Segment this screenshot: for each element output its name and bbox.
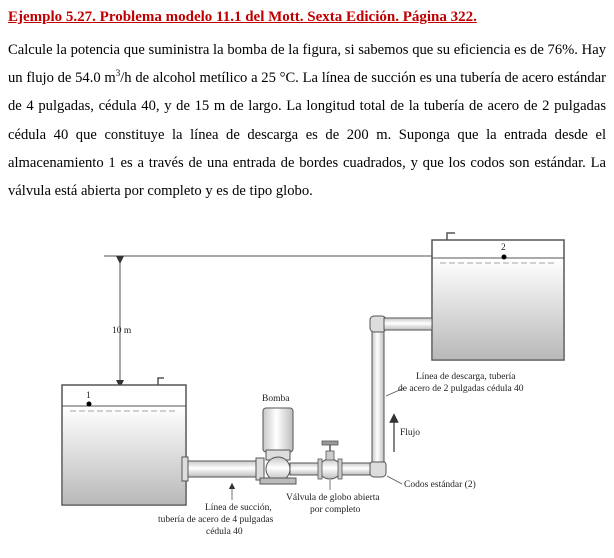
flow-label: Flujo bbox=[400, 428, 421, 438]
valve-handwheel bbox=[322, 441, 338, 445]
statement-text-2: /h de alcohol metílico a 25 °C. La línea de succión es una tubería de acero estándar de 4 pulgadas, cédula 40, y de 15 m de largo. La longitud total de la tubería de acero de 2 pulgadas cédula 40 que constituye la línea de descarga es de 200 m. Suponga que la entrada desde el almacenamiento 1 es a través de una entrada de bordes cuadrados, y que los codos son estándar. La válvula está abierta por completo y es de tipo globo. bbox=[8, 70, 606, 200]
discharge-pipe-top bbox=[384, 318, 432, 330]
valve-label-line-2: por completo bbox=[310, 505, 361, 515]
point-1-label: 1 bbox=[86, 391, 91, 401]
elbows-label: Codos estándar (2) bbox=[404, 480, 476, 490]
suction-label-line-3: cédula 40 bbox=[206, 527, 243, 537]
suction-label-line-2: tubería de acero de 4 pulgadas bbox=[158, 515, 274, 525]
discharge-label-line-2: de acero de 2 pulgadas cédula 40 bbox=[398, 384, 524, 394]
tank-2-vent bbox=[447, 233, 455, 240]
statement-text-1: Calcule la potencia que suministra la bomba de la figura, si sabemos que su eficiencia es de 76%. Hay un flujo de 54.0 m bbox=[8, 42, 606, 87]
height-label: 10 m bbox=[112, 326, 132, 336]
elbows-leader bbox=[387, 476, 402, 484]
point-2-marker bbox=[502, 255, 507, 260]
tank-2 bbox=[432, 233, 564, 360]
globe-valve bbox=[318, 441, 342, 479]
tank-1 bbox=[62, 378, 186, 505]
suction-label-line-1: Línea de succión, bbox=[205, 503, 272, 513]
suction-pipe bbox=[186, 461, 258, 477]
discharge-label-line-1: Línea de descarga, tubería bbox=[416, 372, 516, 382]
point-1-marker bbox=[87, 402, 92, 407]
point-2-label: 2 bbox=[501, 243, 506, 253]
suction-flange bbox=[182, 457, 188, 481]
example-title: Ejemplo 5.27. Problema modelo 11.1 del Mott. Sexta Edición. Página 322. bbox=[8, 9, 477, 25]
cubic-exponent: 3 bbox=[115, 68, 121, 79]
tank-1-vent bbox=[158, 378, 164, 385]
valve-label-line-1: Válvula de globo abierta bbox=[286, 493, 380, 503]
pump-label: Bomba bbox=[262, 394, 290, 404]
discharge-pipe-riser bbox=[372, 322, 384, 462]
elbow-lower bbox=[370, 461, 386, 477]
